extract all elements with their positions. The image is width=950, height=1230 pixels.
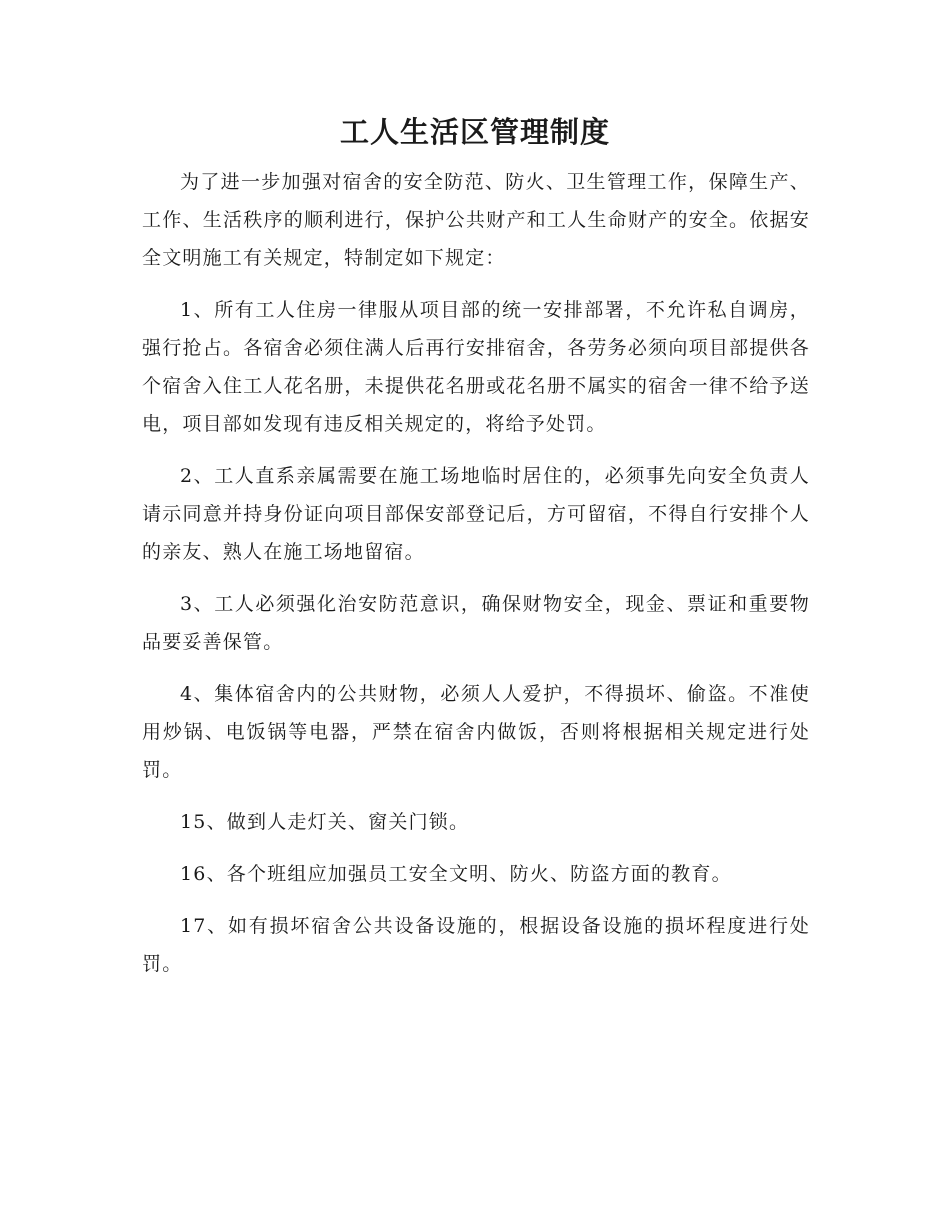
document-body xyxy=(142,163,810,983)
rule-paragraph-3: 3、工人必须强化治安防范意识，确保财物安全，现金、票证和重要物品要妥善保管。 xyxy=(142,593,810,653)
rule-paragraph-4: 4、集体宿舍内的公共财物，必须人人爱护，不得损坏、偷盗。不准使用炒锅、电饭锅等电器，严禁在宿舍内做饭，否则将根据相关规定进行处罚。 xyxy=(142,683,810,781)
rule-paragraph-17: 17、如有损坏宿舍公共设备设施的，根据设备设施的损坏程度进行处罚。 xyxy=(142,915,810,975)
intro-paragraph: 为了进一步加强对宿舍的安全防范、防火、卫生管理工作，保障生产、工作、生活秩序的顺利进行，保护公共财产和工人生命财产的安全。依据安全文明施工有关规定，特制定如下规定： xyxy=(142,171,810,269)
rule-paragraph-16: 16、各个班组应加强员工安全文明、防火、防盗方面的教育。 xyxy=(180,863,732,885)
rule-paragraph-15: 15、做到人走灯关、窗关门锁。 xyxy=(180,811,470,833)
document-title: 工人生活区管理制度 xyxy=(339,115,610,149)
rule-paragraph-1: 1、所有工人住房一律服从项目部的统一安排部署，不允许私自调房，强行抢占。各宿舍必须住满人后再行安排宿舍，各劳务必须向项目部提供各个宿舍入住工人花名册，未提供花名册或花名册不属实的宿舍一律不给予送电，项目部如发现有违反相关规定的，将给予处罚。 xyxy=(142,299,810,435)
rule-paragraph-2: 2、工人直系亲属需要在施工场地临时居住的，必须事先向安全负责人请示同意并持身份证向项目部保安部登记后，方可留宿，不得自行安排个人的亲友、熟人在施工场地留宿。 xyxy=(142,465,810,563)
